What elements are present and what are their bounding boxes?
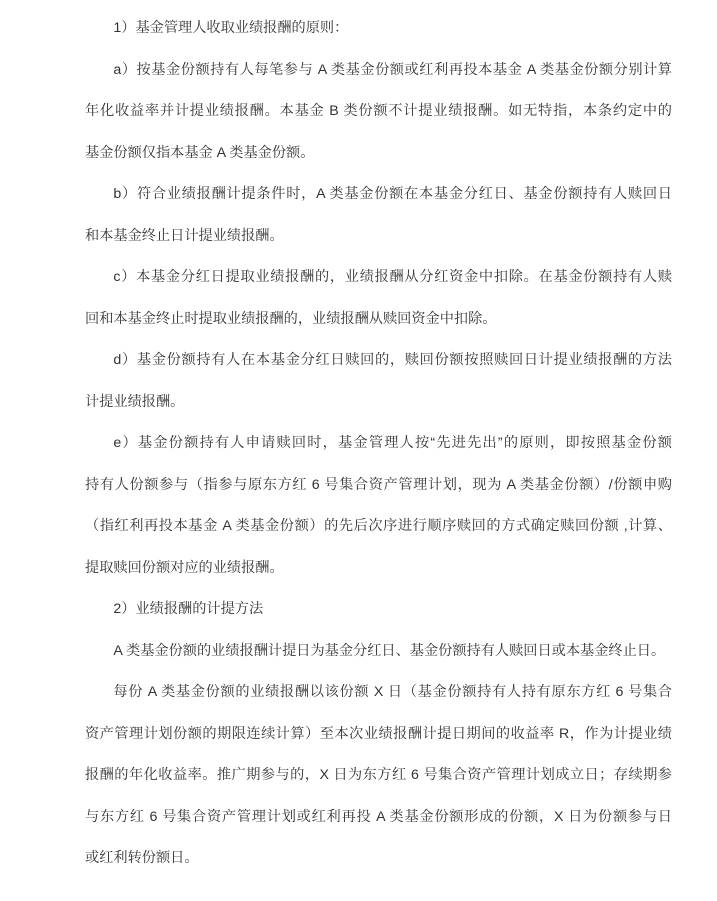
text-line: b）符合业绩报酬计提条件时，A 类基金份额在本基金分红日、基金份额持有人赎回日 <box>113 186 672 202</box>
paragraph-method-heading <box>85 589 672 631</box>
paragraph-item-d <box>85 340 672 423</box>
text-line: a）按基金份额持有人每笔参与 A 类基金份额或红利再投本基金 A 类基金份额分别计算 <box>113 61 672 78</box>
text-line: 计提业绩报酬。 <box>85 393 185 410</box>
document-text-block <box>85 8 672 880</box>
text-line: 资产管理计划份额的期限连续计算）至本次业绩报酬计提日期间的收益率 R，作为计提业绩 <box>85 725 672 742</box>
text-line: 报酬的年化收益率。推广期参与的，X 日为东方红 6 号集合资产管理计划成立日；存续期参 <box>85 767 672 783</box>
text-line: d）基金份额持有人在本基金分红日赎回的，赎回份额按照赎回日计提业绩报酬的方法 <box>113 352 672 368</box>
text-line: A 类基金份额的业绩报酬计提日为基金分红日、基金份额持有人赎回日或本基金终止日。 <box>113 642 666 659</box>
text-line: 或红利转份额日。 <box>85 850 199 866</box>
text-line: 和本基金终止日计提业绩报酬。 <box>85 227 284 244</box>
text-line: （指红利再投本基金 A 类基金份额）的先后次序进行顺序赎回的方式确定赎回份额 ,计算、 <box>85 518 672 534</box>
text-line: 提取赎回份额对应的业绩报酬。 <box>85 559 284 576</box>
paragraph-item-c <box>85 257 672 340</box>
text-line: 与东方红 6 号集合资产管理计划或红利再投 A 类基金份额形成的份额，X 日为份额参与日 <box>85 808 672 825</box>
text-line: 2）业绩报酬的计提方法 <box>113 601 264 617</box>
paragraph-item-b <box>85 174 672 257</box>
paragraph-item-a <box>85 50 672 175</box>
text-line: c）本基金分红日提取业绩报酬的，业绩报酬从分红资金中扣除。在基金份额持有人赎 <box>113 269 672 285</box>
text-line: 回和本基金终止时提取业绩报酬的，业绩报酬从赎回资金中扣除。 <box>85 310 497 327</box>
text-line: 年化收益率并计提业绩报酬。本基金 B 类份额不计提业绩报酬。如无特指，本条约定中的 <box>85 103 672 119</box>
paragraph-accrual-days <box>85 631 672 673</box>
text-line: 持有人份额参与（指参与原东方红 6 号集合资产管理计划，现为 A 类基金份额）/份额申购 <box>85 476 672 493</box>
paragraph-calculation-detail <box>85 672 672 880</box>
text-line: 每份 A 类基金份额的业绩报酬以该份额 X 日（基金份额持有人持有原东方红 6 号集合 <box>113 684 672 700</box>
paragraph-item-e <box>85 423 672 589</box>
text-line: 基金份额仅指本基金 A 类基金份额。 <box>85 144 315 161</box>
paragraph-principles-heading <box>85 8 672 50</box>
text-line: 1）基金管理人收取业绩报酬的原则： <box>113 20 349 36</box>
text-line: e）基金份额持有人申请赎回时，基金管理人按“先进先出”的原则，即按照基金份额 <box>113 435 672 451</box>
